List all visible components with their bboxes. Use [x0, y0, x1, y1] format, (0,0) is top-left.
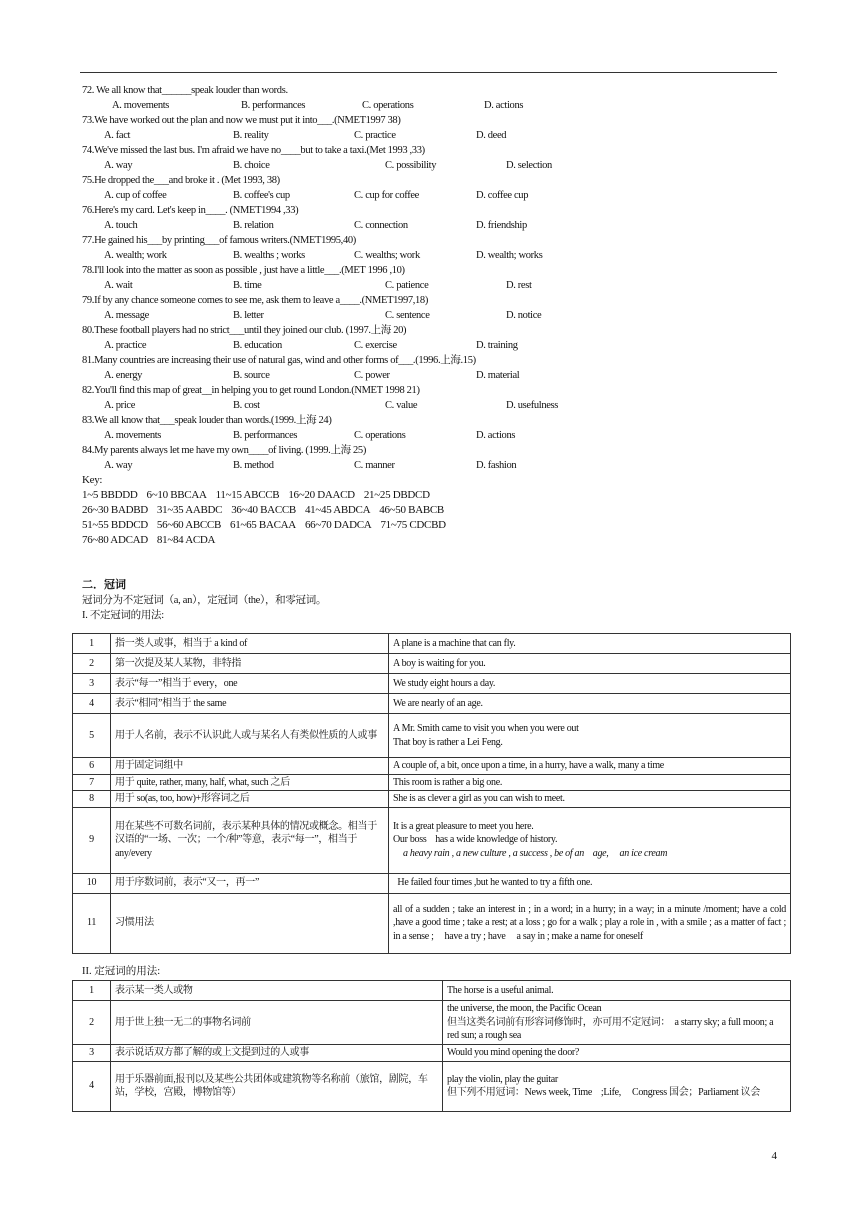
key-title: Key: [82, 474, 103, 486]
option-a: A. wealth; work [104, 250, 167, 261]
example-cell [443, 1061, 791, 1111]
table-row [73, 1061, 791, 1111]
option-d: D. actions [484, 100, 524, 111]
key-cell: 26~30 BADBD [82, 504, 148, 516]
table-row [73, 758, 791, 775]
key-cell: 51~55 BDDCD [82, 519, 148, 531]
key-cell: 46~50 BABCB [379, 504, 444, 516]
row-number: 2 [73, 1001, 111, 1045]
header-rule [80, 72, 777, 73]
usage-cell: 习惯用法 [111, 893, 389, 953]
option-d: D. coffee cup [476, 190, 529, 201]
question-stem: 83.We all know that___speak louder than words.(1999.上海 24) [82, 415, 332, 426]
example-line: This room is rather a big one. [393, 776, 503, 788]
key-cell: 11~15 ABCCB [215, 489, 280, 501]
table-row [73, 634, 791, 654]
key-row [82, 533, 782, 548]
option-c: C. manner [354, 460, 395, 471]
question-stem: 79.If by any chance someone comes to see me, ask them to leave a____.(NMET1997,18) [82, 295, 428, 306]
table-row [73, 774, 791, 791]
example-cell [389, 654, 791, 674]
example-line: all of a sudden ; take an interest in ; in a word; in a hurry; in a way; in a minute /moment; have a cold ,have a good time ; take a rest; at a loss ; go for a walk ; play a role in , with a smile ; as a matter of fact ; in a sense ; have a try ; have a say in ; make a name for oneself [393, 903, 789, 942]
option-a: A. way [104, 160, 133, 171]
option-c: C. cup for coffee [354, 190, 419, 201]
question-options [82, 248, 782, 263]
example-line: The horse is a useful animal. [447, 984, 554, 996]
example-cell [389, 714, 791, 758]
example-line: It is a great pleasure to meet you here. [393, 820, 534, 832]
option-c: C. operations [362, 100, 414, 111]
usage-cell: 用于世上独一无二的事物名词前 [111, 1001, 443, 1045]
section-title: 二．冠词 [82, 579, 126, 591]
key-cell: 81~84 ACDA [156, 534, 216, 546]
question-options [82, 338, 782, 353]
option-b: B. letter [233, 310, 264, 321]
example-cell [389, 791, 791, 808]
key-row [82, 518, 782, 533]
usage-cell: 指一类人或事，相当于 a kind of [111, 634, 389, 654]
row-number: 3 [73, 674, 111, 694]
example-line: 但下列不用冠词：News week, Time ;Life, Congress 国会；Parliament 议会 [447, 1087, 761, 1098]
question-stem: 80.These football players had no strict___until they joined our club. (1997.上海 20) [82, 325, 407, 336]
option-d: D. selection [506, 160, 552, 171]
example-line: A boy is waiting for you. [393, 657, 486, 669]
key-cell: 56~60 ABCCB [156, 519, 222, 531]
question-options [82, 128, 782, 143]
question-options [82, 218, 782, 233]
question-options [82, 278, 782, 293]
row-number: 3 [73, 1045, 111, 1062]
option-d: D. fashion [476, 460, 517, 471]
question-options [82, 158, 782, 173]
option-a: A. touch [104, 220, 138, 231]
row-number: 4 [73, 694, 111, 714]
row-number: 4 [73, 1061, 111, 1111]
usage-cell: 第一次提及某人某物，非特指 [111, 654, 389, 674]
key-cell: 21~25 DBDCD [363, 489, 430, 501]
key-cell: 31~35 AABDC [156, 504, 223, 516]
option-a: A. message [104, 310, 149, 321]
usage-cell: 用于人名前，表示不认识此人或与某名人有类似性质的人或事 [111, 714, 389, 758]
row-number: 1 [73, 634, 111, 654]
indefinite-article-heading: I. 不定冠词的用法: [82, 610, 164, 621]
key-row [82, 488, 782, 503]
key-cell: 6~10 BBCAA [146, 489, 207, 501]
key-cell: 61~65 BACAA [230, 519, 296, 531]
option-d: D. material [476, 370, 520, 381]
table-row [73, 1045, 791, 1062]
usage-cell: 表示某一类人或物 [111, 981, 443, 1001]
option-b: B. performances [241, 100, 306, 111]
row-number: 10 [73, 873, 111, 893]
example-line: We are nearly of an age. [393, 697, 483, 709]
page-content [82, 83, 782, 623]
option-b: B. wealths ; works [233, 250, 305, 261]
option-d: D. rest [506, 280, 532, 291]
question-stem: 82.You'll find this map of great__in helping you to get round London.(NMET 1998 21) [82, 385, 420, 396]
row-number: 11 [73, 893, 111, 953]
option-d: D. training [476, 340, 518, 351]
option-a: A. practice [104, 340, 147, 351]
question-stem: 76.Here's my card. Let's keep in____. (NMET1994 ,33) [82, 205, 299, 216]
row-number: 9 [73, 807, 111, 873]
question-options [82, 428, 782, 443]
example-line: He failed four times ,but he wanted to try a fifth one. [393, 877, 593, 889]
question-stem: 78.I'll look into the matter as soon as possible , just have a little___.(MET 1996 ,10) [82, 265, 405, 276]
key-cell: 76~80 ADCAD [82, 534, 148, 546]
option-b: B. choice [233, 160, 270, 171]
example-cell [389, 807, 791, 873]
question-options [82, 308, 782, 323]
example-line: play the violin, play the guitar [447, 1073, 558, 1085]
example-line: the universe, the moon, the Pacific Ocean [447, 1003, 602, 1015]
example-italic-line: a heavy rain , a new culture , a success , be of an age, an ice cream [403, 847, 668, 859]
question-stem: 81.Many countries are increasing their use of natural gas, wind and other forms of___.(1996.上海.15) [82, 355, 476, 366]
option-b: B. method [233, 460, 274, 471]
example-cell [389, 674, 791, 694]
usage-cell: 用于固定词组中 [111, 758, 389, 775]
option-a: A. way [104, 460, 133, 471]
table-row [73, 981, 791, 1001]
row-number: 5 [73, 714, 111, 758]
option-c: C. wealths; work [354, 250, 420, 261]
usage-cell: 用在某些不可数名词前，表示某种具体的情况或概念。相当于汉语的“一场、一次；一个/种”等意，表示“每一”，相当于 any/every [111, 807, 389, 873]
row-number: 8 [73, 791, 111, 808]
usage-cell: 用于乐器前面,报刊以及某些公共团体或建筑物等名称前（旅馆，剧院，车站，学校，宫殿，博物馆等） [111, 1061, 443, 1111]
option-c: C. possibility [385, 160, 437, 171]
question-stem: 84.My parents always let me have my own____of living. (1999.上海 25) [82, 445, 366, 456]
key-cell: 71~75 CDCBD [380, 519, 446, 531]
example-line: Would you mind opening the door? [447, 1047, 580, 1058]
question-options [82, 398, 782, 413]
option-b: B. cost [233, 400, 260, 411]
question-stem: 73.We have worked out the plan and now we must put it into___.(NMET1997 38) [82, 115, 401, 126]
option-b: B. source [233, 370, 270, 381]
option-d: D. usefulness [506, 400, 559, 411]
example-line: Our boss has a wide knowledge of history. [393, 834, 558, 846]
table-row [73, 873, 791, 893]
definite-article-heading: II. 定冠词的用法: [82, 966, 161, 977]
option-b: B. education [233, 340, 282, 351]
usage-cell: 用于序数词前，表示“又一，再一” [111, 873, 389, 893]
option-c: C. operations [354, 430, 406, 441]
table-row [73, 674, 791, 694]
example-cell [389, 774, 791, 791]
option-c: C. patience [385, 280, 429, 291]
option-b: B. time [233, 280, 262, 291]
option-b: B. relation [233, 220, 274, 231]
example-cell [389, 694, 791, 714]
option-c: C. sentence [385, 310, 430, 321]
key-rows [82, 488, 782, 548]
option-a: A. movements [104, 430, 162, 441]
section-intro: 冠词分为不定冠词（a, an），定冠词（the），和零冠词。 [82, 595, 327, 606]
example-cell [443, 981, 791, 1001]
key-cell: 16~20 DAACD [288, 489, 355, 501]
key-cell: 1~5 BBDDD [82, 489, 138, 501]
table-row [73, 807, 791, 873]
page-number: 4 [771, 1150, 777, 1162]
question-stem: 77.He gained his___by printing___of famous writers.(NMET1995,40) [82, 235, 356, 246]
table-row [73, 714, 791, 758]
question-options [82, 368, 782, 383]
example-cell [443, 1001, 791, 1045]
option-a: A. wait [104, 280, 133, 291]
table-row [73, 791, 791, 808]
example-cell [389, 893, 791, 953]
row-number: 1 [73, 981, 111, 1001]
usage-cell: 表示“每一”相当于 every，one [111, 674, 389, 694]
indefinite-article-table [72, 633, 791, 954]
option-b: B. performances [233, 430, 298, 441]
option-b: B. coffee's cup [233, 190, 290, 201]
row-number: 2 [73, 654, 111, 674]
example-line: A plane is a machine that can fly. [393, 637, 516, 649]
option-d: D. deed [476, 130, 507, 141]
key-row [82, 503, 782, 518]
question-stem: 75.He dropped the___and broke it . (Met 1993, 38) [82, 175, 280, 186]
option-c: C. practice [354, 130, 396, 141]
usage-cell: 表示说话双方都了解的或上文提到过的人或事 [111, 1045, 443, 1062]
example-line: 但当这类名词前有形容词修饰时，亦可用不定冠词： a starry sky; a full moon; a red sun; a rough sea [447, 1016, 776, 1042]
option-d: D. wealth; works [476, 250, 543, 261]
key-cell: 36~40 BACCB [231, 504, 296, 516]
key-cell: 66~70 DADCA [304, 519, 372, 531]
table-row [73, 654, 791, 674]
question-options [82, 98, 782, 113]
option-d: D. actions [476, 430, 516, 441]
row-number: 7 [73, 774, 111, 791]
example-cell [443, 1045, 791, 1062]
usage-cell: 用于 so(as, too, how)+形容词之后 [111, 791, 389, 808]
table-row [73, 694, 791, 714]
option-c: C. power [354, 370, 390, 381]
key-cell: 41~45 ABDCA [304, 504, 371, 516]
usage-cell: 表示“相同”相当于 the same [111, 694, 389, 714]
option-a: A. price [104, 400, 136, 411]
example-cell [389, 873, 791, 893]
option-d: D. friendship [476, 220, 527, 231]
option-a: A. movements [112, 100, 170, 111]
option-a: A. cup of coffee [104, 190, 167, 201]
example-line: A Mr. Smith came to visit you when you were out [393, 723, 579, 734]
option-b: B. reality [233, 130, 269, 141]
question-stem: 72. We all know that______speak louder than words. [82, 85, 288, 96]
example-line: She is as clever a girl as you can wish to meet. [393, 793, 565, 804]
option-d: D. notice [506, 310, 542, 321]
example-cell [389, 758, 791, 775]
usage-cell: 用于 quite, rather, many, half, what, such 之后 [111, 774, 389, 791]
option-c: C. value [385, 400, 418, 411]
question-options [82, 458, 782, 473]
row-number: 6 [73, 758, 111, 775]
example-line: That boy is rather a Lei Feng. [393, 736, 503, 748]
table-row [73, 893, 791, 953]
question-list [82, 83, 782, 473]
example-cell [389, 634, 791, 654]
option-c: C. connection [354, 220, 408, 231]
question-stem: 74.We've missed the last bus. I'm afraid we have no____but to take a taxi.(Met 1993 ,33) [82, 145, 425, 156]
option-a: A. fact [104, 130, 131, 141]
table-row [73, 1001, 791, 1045]
example-line: A couple of, a bit, once upon a time, in a hurry, have a walk, many a time [393, 760, 664, 771]
answer-key [82, 473, 782, 548]
definite-article-table [72, 980, 791, 1112]
option-a: A. energy [104, 370, 143, 381]
option-c: C. exercise [354, 340, 397, 351]
example-line: We study eight hours a day. [393, 677, 496, 689]
question-options [82, 188, 782, 203]
